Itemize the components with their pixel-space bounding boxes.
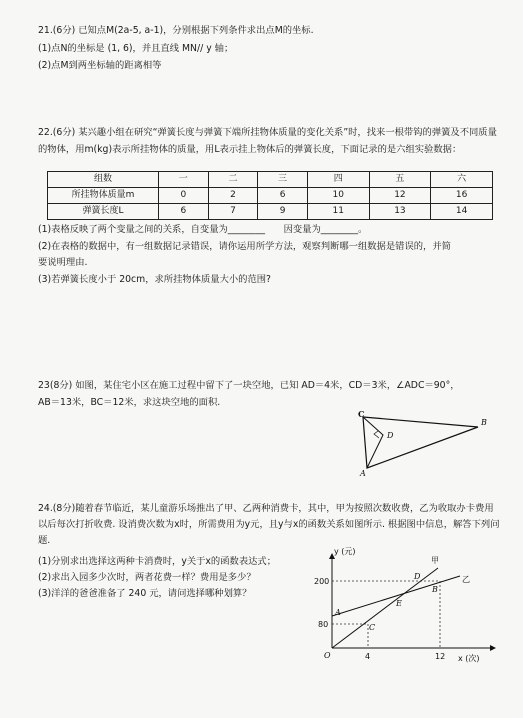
q21-title: 21.(6分) 已知点M(2a-5, a-1)，分别根据下列条件求出点M的坐标. [38, 25, 314, 36]
table-cell: 6 [258, 188, 308, 204]
point-label-e: E [396, 599, 402, 608]
table-cell: 2 [208, 188, 258, 204]
line-label-yi: 乙 [462, 575, 470, 584]
q22-part2b: 要说明理由. [38, 257, 88, 268]
vertex-label-c: C [358, 409, 365, 419]
q24-function-graph [310, 548, 515, 668]
tick-x-12: 12 [435, 652, 446, 661]
q23-quadrilateral-figure [350, 408, 490, 480]
table-cell: 0 [159, 188, 209, 204]
table-cell: 16 [431, 188, 493, 204]
table-row [48, 204, 493, 220]
vertex-label-b: B [481, 418, 487, 427]
tick-x-4: 4 [365, 652, 371, 661]
vertex-label-a: A [360, 469, 366, 478]
x-axis-label: x (次) [458, 654, 480, 663]
triangle-abc [363, 417, 478, 468]
q23-line1: 23(8分) 如图，某住宅小区在施工过程中留下了一块空地，已知 AD＝4米，CD＝3米，∠ADC＝90°， [38, 380, 460, 391]
table-cell: 14 [431, 204, 493, 220]
q24-intro: 24.(8分)随着春节临近，某儿童游乐场推出了甲、乙两种消费卡，其中，甲为按照次数收费，乙为收取办卡费用以后每次打折收费. 设消费次数为x时，所需费用为y元，且y与x的函数关系如图所示. 根据图中信息，解答下列问题. [38, 503, 500, 546]
q21-part1: (1)点N的坐标是 (1, 6)，并且直线 MN// y 轴； [38, 43, 234, 54]
point-label-d: D [414, 572, 421, 581]
line-label-jia: 甲 [431, 556, 439, 565]
table-row [48, 188, 493, 204]
table-cell: 9 [258, 204, 308, 220]
vertex-label-d: D [387, 431, 394, 440]
table-cell: 11 [307, 204, 369, 220]
table-cell: 13 [369, 204, 431, 220]
table-header-cell: 组数 [48, 172, 159, 188]
q21-part2: (2)点M到两坐标轴的距离相等 [38, 60, 162, 71]
point-label-c: C [369, 623, 376, 632]
right-angle-mark [374, 431, 379, 438]
q23-line2: AB＝13米，BC＝12米，求这块空地的面积. [38, 397, 221, 408]
table-header-cell: 一 [159, 172, 209, 188]
q22-part2a: (2)在表格的数据中，有一组数据记录错误，请你运用所学方法，观察判断哪一组数据是错误的，并简 [38, 241, 451, 252]
point-label-a: A [335, 608, 341, 617]
table-header-row [48, 172, 493, 188]
table-header-cell: 三 [258, 172, 308, 188]
table-header-cell: 二 [208, 172, 258, 188]
table-cell: 7 [208, 204, 258, 220]
point-label-b: B [432, 585, 438, 594]
table-cell: 所挂物体质量m [48, 188, 159, 204]
table-cell: 12 [369, 188, 431, 204]
q22-part1: (1)表格反映了两个变量之间的关系，自变量为________ 因变量为________。 [38, 224, 368, 235]
tick-y-200: 200 [314, 577, 330, 586]
origin-label: O [324, 651, 331, 660]
table-header-cell: 五 [369, 172, 431, 188]
table-header-cell: 四 [307, 172, 369, 188]
q22-part3: (3)若弹簧长度小于 20cm，求所挂物体质量大小的范围? [38, 274, 271, 285]
tick-y-80: 80 [318, 620, 329, 629]
q24-part3: (3)洋洋的爸爸准备了 240 元，请问选择哪种划算？ [38, 588, 252, 599]
table-cell: 弹簧长度L [48, 204, 159, 220]
table-header-cell: 六 [431, 172, 493, 188]
line-yi [332, 576, 460, 616]
y-axis-label: y (元) [334, 547, 356, 556]
table-cell: 6 [159, 204, 209, 220]
table-cell: 10 [307, 188, 369, 204]
q22-intro: 22.(6分) 某兴趣小组在研究“弹簧长度与弹簧下端所挂物体质量的变化关系”时，找来一根带钩的弹簧及不同质量的物体，用m(kg)表示所挂物体的质量，用L表示挂上物体后的弹簧长度，下面记录的是六组实验数据： [38, 127, 497, 155]
q24-part2: (2)求出入园多少次时，两者花费一样？费用是多少？ [38, 572, 256, 583]
q24-part1: (1)分别求出选择这两种卡消费时，y关于x的函数表达式； [38, 556, 277, 567]
q22-data-table [47, 171, 493, 220]
line-jia [332, 568, 438, 648]
